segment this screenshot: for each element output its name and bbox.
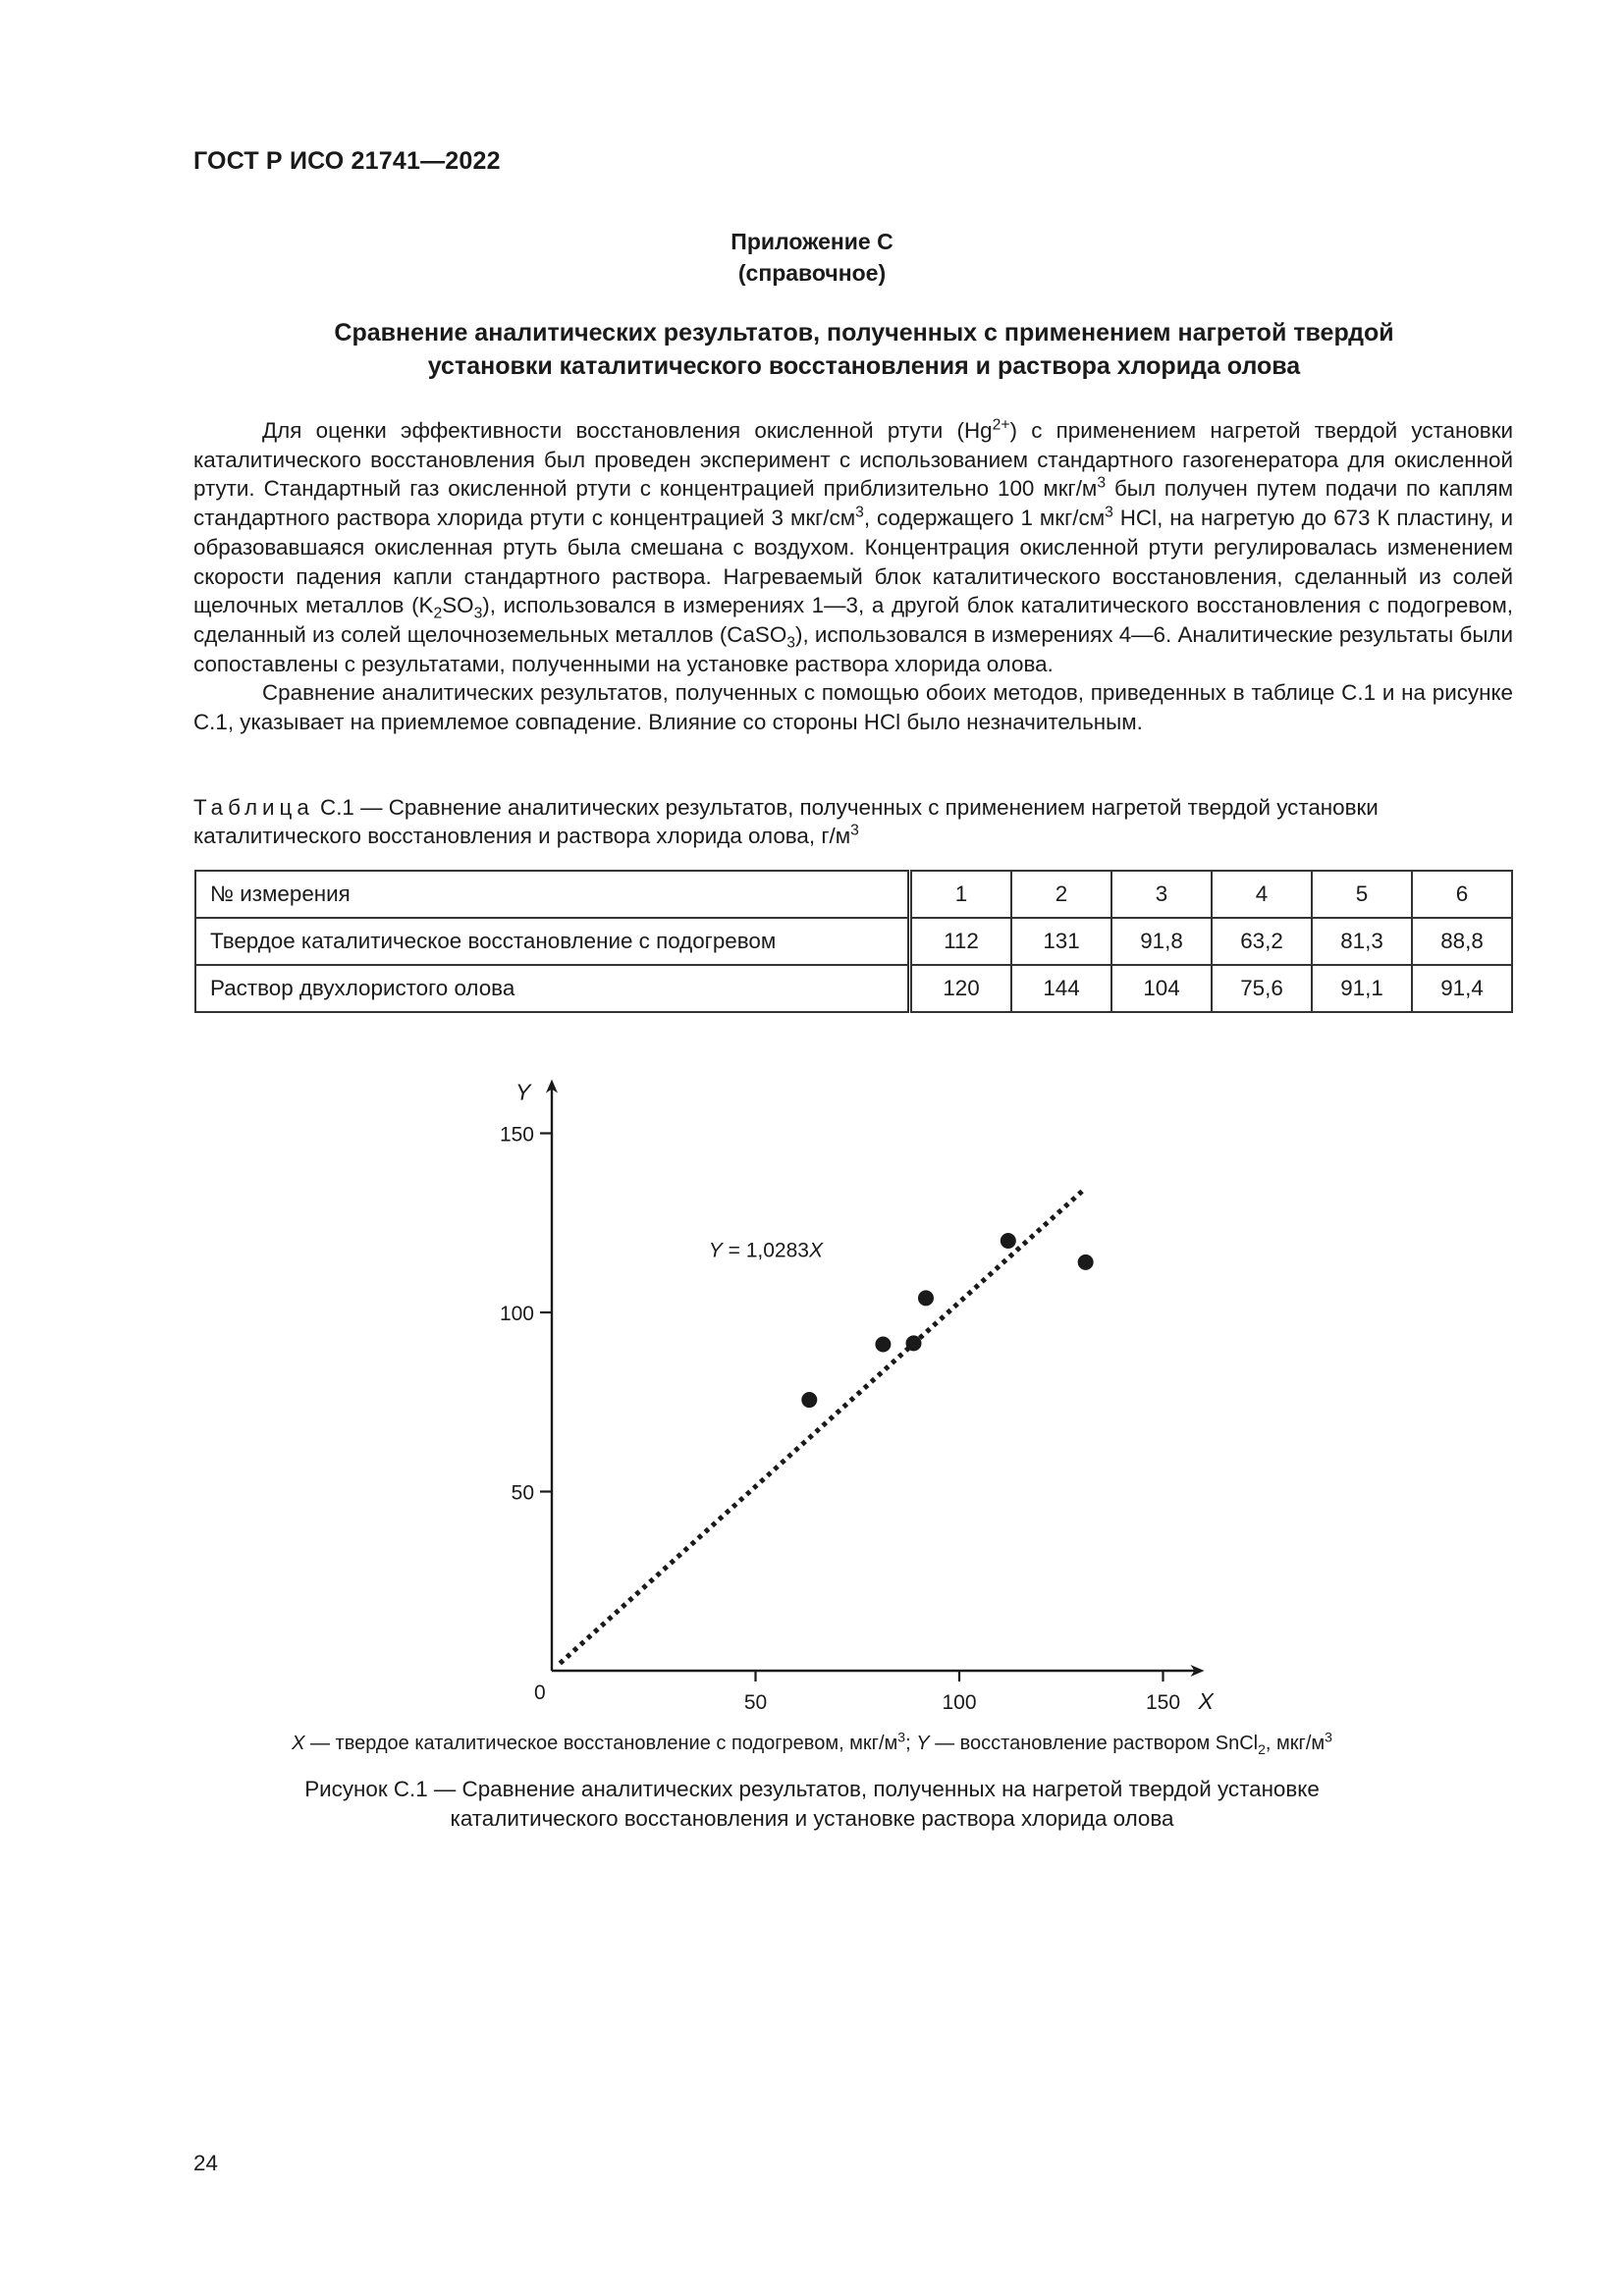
table-cell: 75,6 [1212, 965, 1312, 1012]
text-run: был получен путем подачи по каплям стандартного раствора хлорида ртути с концентрацией 3 мкг/см [193, 476, 1513, 531]
legend-x-symbol: X [292, 1733, 305, 1754]
text-run: SO [442, 593, 474, 618]
table-cell: 91,1 [1312, 965, 1412, 1012]
table-header-cell: 4 [1212, 871, 1312, 918]
data-point [1078, 1255, 1094, 1270]
fit-label-rhs: = 1,0283 [722, 1239, 809, 1262]
legend-x-text: — твердое каталитическое восстановление с подогревом, мкг/м [304, 1733, 898, 1754]
table-cell: 112 [910, 918, 1012, 965]
text-run: , содержащего 1 мкг/см [863, 506, 1106, 531]
page-number: 24 [193, 2151, 218, 2175]
subscript: 2 [433, 605, 443, 622]
table-header-cell: 3 [1111, 871, 1212, 918]
table-cell: 88,8 [1412, 918, 1512, 965]
text-run: HCl, на нагретую до 673 К пластину, и образовавшаяся окисленная ртуть была смешана с воздухом. Концентрация окисленной ртути регулировалась изменением скорости падения капли стандартного раствора. Нагреваемый блок каталитического восстановления, сделанный из солей щелочных металлов (K [193, 506, 1513, 618]
document-header: ГОСТ Р ИСО 21741—2022 [193, 147, 501, 175]
fit-label-var: X [808, 1239, 823, 1262]
table-cell: 91,4 [1412, 965, 1512, 1012]
table-cell: 81,3 [1312, 918, 1412, 965]
legend-x-sup: 3 [897, 1729, 906, 1745]
table-caption-sup: 3 [850, 822, 859, 839]
y-tick-label: 100 [499, 1303, 534, 1325]
data-points [801, 1233, 1093, 1408]
figure-caption-line1: Рисунок С.1 — Сравнение аналитических результатов, полученных на нагретой твердой установке [304, 1777, 1320, 1801]
subscript: 3 [473, 605, 483, 622]
table-header-cell: 2 [1011, 871, 1111, 918]
y-axis-label: Y [515, 1079, 531, 1105]
subscript: 3 [786, 634, 795, 652]
table-cell: 144 [1011, 965, 1111, 1012]
legend-y-sup: 3 [1325, 1729, 1332, 1745]
x-axis-label: X [1198, 1688, 1214, 1714]
appendix-label: Приложение С [731, 229, 893, 254]
table-caption-word: Таблица [193, 795, 314, 820]
legend-y-text-end: , мкг/м [1265, 1733, 1326, 1754]
x-tick-label: 100 [942, 1691, 977, 1714]
superscript: 3 [855, 504, 864, 521]
data-point [875, 1336, 891, 1352]
table-cell: 104 [1111, 965, 1212, 1012]
legend-separator: ; [905, 1733, 917, 1754]
text-run: ) с применением нагретой твердой установки каталитического восстановления был проведен эксперимент с использованием стандартного газогенератора для окисленной ртути. Стандартный газ окисленной ртути с концентрацией приблизительно 100 мкг/м [193, 418, 1513, 502]
x-ticks [744, 1671, 1180, 1714]
legend-y-sub: 2 [1258, 1741, 1266, 1757]
table-cell: 91,8 [1111, 918, 1212, 965]
superscript: 2+ [992, 416, 1010, 434]
text-run: ), использовался в измерениях 1—3, а другой блок каталитического восстановления с подогревом, сделанный из солей щелочноземельных металлов (CaSO [193, 593, 1513, 647]
data-point [801, 1392, 817, 1408]
figure-caption [0, 1775, 1624, 1834]
superscript: 3 [1105, 504, 1113, 521]
text-run: Для оценки эффективности восстановления окисленной ртути (Hg [262, 418, 993, 443]
appendix-type: (справочное) [737, 260, 887, 286]
table-cell: 131 [1011, 918, 1111, 965]
table-row-label: Раствор двухлористого олова [195, 965, 910, 1012]
x-tick-label: 150 [1145, 1691, 1181, 1714]
data-point [906, 1335, 922, 1351]
figure-legend [0, 1729, 1624, 1757]
table-header-cell: 5 [1312, 871, 1412, 918]
data-point [918, 1290, 934, 1306]
table-caption-text: С.1 — Сравнение аналитических результатов, полученных с применением нагретой твердой установки каталитического восстановления и раствора хлорида олова, г/м [193, 795, 1379, 848]
appendix-title-line1: Сравнение аналитических результатов, полученных с применением нагретой твердой [334, 319, 1394, 347]
table-cell: 63,2 [1212, 918, 1312, 965]
table-header-cell: 6 [1412, 871, 1512, 918]
paragraph-2: Сравнение аналитических результатов, полученных с помощью обоих методов, приведенных в таблице С.1 и на рисунке С.1, указывает на приемлемое совпадение. Влияние со стороны HCl было незначительным. [193, 680, 1513, 735]
y-tick-label: 50 [511, 1481, 534, 1505]
figure-caption-line2: каталитического восстановления и установке раствора хлорида олова [450, 1806, 1174, 1831]
origin-label: 0 [534, 1682, 546, 1704]
table-row-label: Твердое каталитическое восстановление с подогревом [195, 918, 910, 965]
superscript: 3 [1097, 474, 1107, 492]
fit-label-lhs: Y [708, 1239, 723, 1262]
fit-equation-label [709, 1239, 824, 1261]
y-ticks [500, 1124, 552, 1505]
table-cell: 120 [910, 965, 1012, 1012]
y-tick-label: 150 [499, 1123, 534, 1147]
table-header-cell: 1 [910, 871, 1012, 918]
x-tick-label: 50 [743, 1691, 768, 1714]
appendix-title-line2: установки каталитического восстановления и раствора хлорида олова [427, 352, 1301, 380]
legend-y-symbol: Y [916, 1733, 930, 1754]
text-run: ), использовался в измерениях 4—6. Аналитические результаты были сопоставлены с результатами, полученными на установке раствора хлорида олова. [193, 621, 1514, 676]
table-header-label: № измерения [195, 871, 910, 918]
data-point [1001, 1233, 1016, 1249]
legend-y-text: — восстановление раствором SnCl [929, 1733, 1259, 1754]
